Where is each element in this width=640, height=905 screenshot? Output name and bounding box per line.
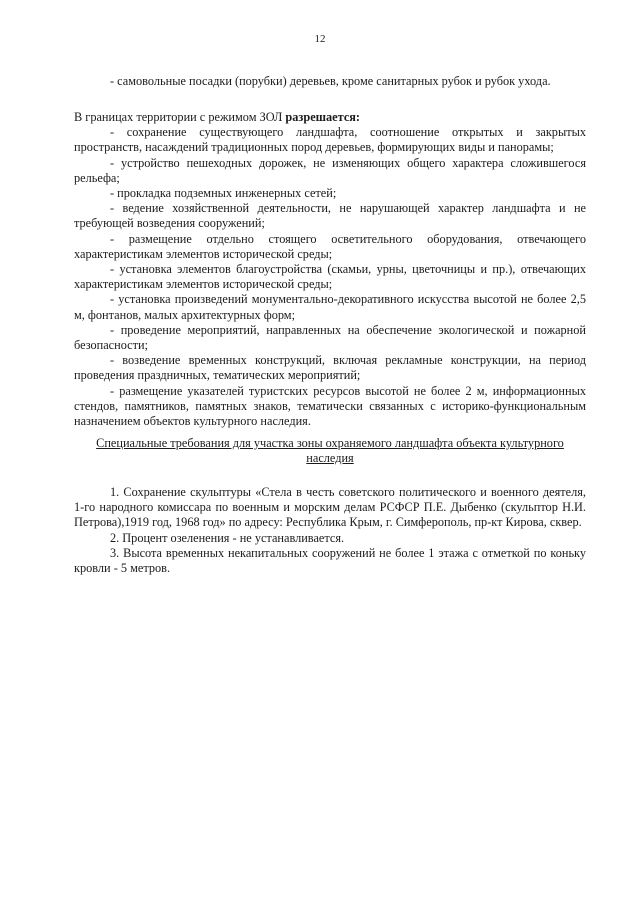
prohibited-item-last: - самовольные посадки (порубки) деревьев, кроме санитарных рубок и рубок ухода. [110, 74, 551, 88]
special-item: 3. Высота временных некапитальных сооружений не более 1 этажа с отметкой по коньку кровли - 5 метров. [74, 545, 586, 576]
permitted-item: - устройство пешеходных дорожек, не изменяющих общего характера сложившегося рельефа; [74, 155, 586, 185]
permitted-intro-bold: разрешается: [285, 110, 361, 124]
permitted-item: - возведение временных конструкций, включая рекламные конструкции, на период проведения праздничных, тематических мероприятий; [74, 353, 586, 383]
special-requirements-section [74, 485, 586, 576]
permitted-section [74, 110, 586, 429]
permitted-item: - ведение хозяйственной деятельности, не нарушающей характер ландшафта и не требующей возведения сооружений; [74, 201, 586, 231]
permitted-item: - сохранение существующего ландшафта, соотношение открытых и закрытых пространств, насаждений традиционных пород деревьев, формирующих виды и панорамы; [74, 125, 586, 155]
special-item: 1. Сохранение скульптуры «Стела в честь советского политического и военного деятеля, 1-го народного комиссара по военным и морским делам РСФСР П.Е. Дыбенко (скульптор Н.И. Петрова),1919 год, 1968 год» по адресу: Республика Крым, г. Симферополь, пр-кт Кирова, сквер. [74, 485, 586, 530]
permitted-item: - прокладка подземных инженерных сетей; [110, 186, 337, 201]
special-requirements-heading: Специальные требования для участка зоны охраняемого ландшафта объекта культурного наследия [96, 436, 564, 466]
permitted-item: - установка произведений монументально-декоративного искусства высотой не более 2,5 м, фонтанов, малых архитектурных форм; [74, 292, 586, 322]
permitted-item: - размещение отдельно стоящего осветительного оборудования, отвечающего характеристикам элементов исторической среды; [74, 231, 586, 261]
permitted-item: - установка элементов благоустройства (скамьи, урны, цветочницы и пр.), отвечающих характеристикам элементов исторической среды; [74, 262, 586, 292]
permitted-intro-text: В границах территории с режимом ЗОЛ [74, 110, 283, 124]
permitted-item: - проведение мероприятий, направленных на обеспечение экологической и пожарной безопасности; [74, 322, 586, 353]
page-number: 12 [314, 33, 326, 45]
permitted-intro [74, 110, 586, 125]
permitted-item: - размещение указателей туристских ресурсов высотой не более 2 м, информационных стендов, памятников, памятных знаков, тематически связанных с историко-функциональным назначением объектов культурного наследия. [74, 383, 586, 429]
special-item: 2. Процент озеленения - не устанавливается. [110, 530, 345, 545]
